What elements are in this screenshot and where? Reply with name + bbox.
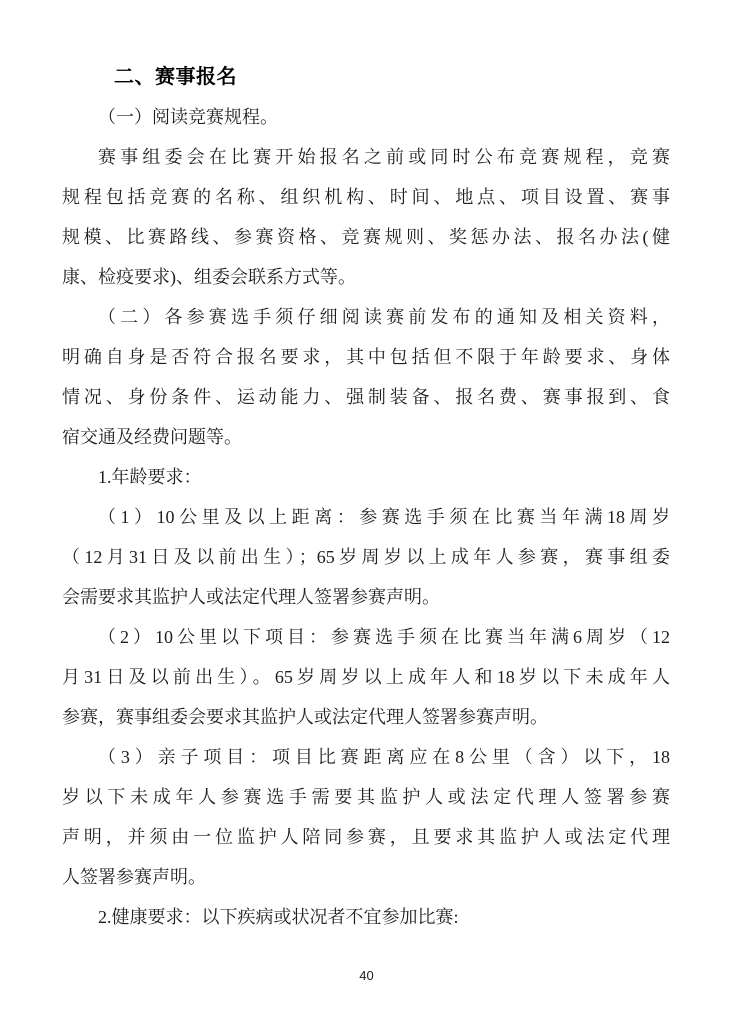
text-line: 情况、身份条件、运动能力、强制装备、报名费、赛事报到、食 xyxy=(62,387,670,407)
text-line: 康、检疫要求)、组委会联系方式等。 xyxy=(62,267,356,287)
paragraph xyxy=(62,737,670,897)
text-line: 宿交通及经费问题等。 xyxy=(62,427,242,447)
text-line: 2.健康要求：以下疾病或状况者不宜参加比赛: xyxy=(98,907,459,927)
text-line: 岁以下未成年人参赛选手需要其监护人或法定代理人签署参赛 xyxy=(62,787,670,807)
paragraph xyxy=(62,137,670,297)
text-line: （二）各参赛选手须仔细阅读赛前发布的通知及相关资料， xyxy=(98,307,670,327)
paragraph xyxy=(62,297,670,457)
paragraphs-container xyxy=(62,97,670,937)
text-line: 规程包括竞赛的名称、组织机构、时间、地点、项目设置、赛事 xyxy=(62,187,670,207)
text-line: 明确自身是否符合报名要求，其中包括但不限于年龄要求、身体 xyxy=(62,347,670,367)
paragraph xyxy=(62,617,670,737)
text-line: 1.年龄要求： xyxy=(98,467,202,487)
text-line: 规模、比赛路线、参赛资格、竞赛规则、奖惩办法、报名办法(健 xyxy=(62,227,670,247)
text-line: （1）10公里及以上距离：参赛选手须在比赛当年满18周岁 xyxy=(98,507,670,527)
text-line: （2）10公里以下项目：参赛选手须在比赛当年满6周岁（12 xyxy=(98,627,670,647)
document-content xyxy=(62,57,670,937)
text-line: （12月31日及以前出生）；65岁周岁以上成年人参赛，赛事组委 xyxy=(62,547,670,567)
page-number: 40 xyxy=(359,968,374,983)
text-line: 赛事组委会在比赛开始报名之前或同时公布竞赛规程，竞赛 xyxy=(98,147,670,167)
text-line: 声明，并须由一位监护人陪同参赛，且要求其监护人或法定代理 xyxy=(62,827,670,847)
paragraph xyxy=(62,457,670,497)
text-line: （3）亲子项目：项目比赛距离应在8公里（含）以下，18 xyxy=(98,747,670,767)
text-line: 人签署参赛声明。 xyxy=(62,867,206,887)
paragraph xyxy=(62,497,670,617)
section-heading: 二、赛事报名 xyxy=(114,66,237,88)
text-line: 参赛，赛事组委会要求其监护人或法定代理人签署参赛声明。 xyxy=(62,707,548,727)
text-line: 会需要求其监护人或法定代理人签署参赛声明。 xyxy=(62,587,440,607)
text-line: （一）阅读竞赛规程。 xyxy=(98,107,278,127)
paragraph xyxy=(62,97,670,137)
text-line: 月31日及以前出生）。65岁周岁以上成年人和18岁以下未成年人 xyxy=(62,667,670,687)
paragraph xyxy=(62,897,670,937)
